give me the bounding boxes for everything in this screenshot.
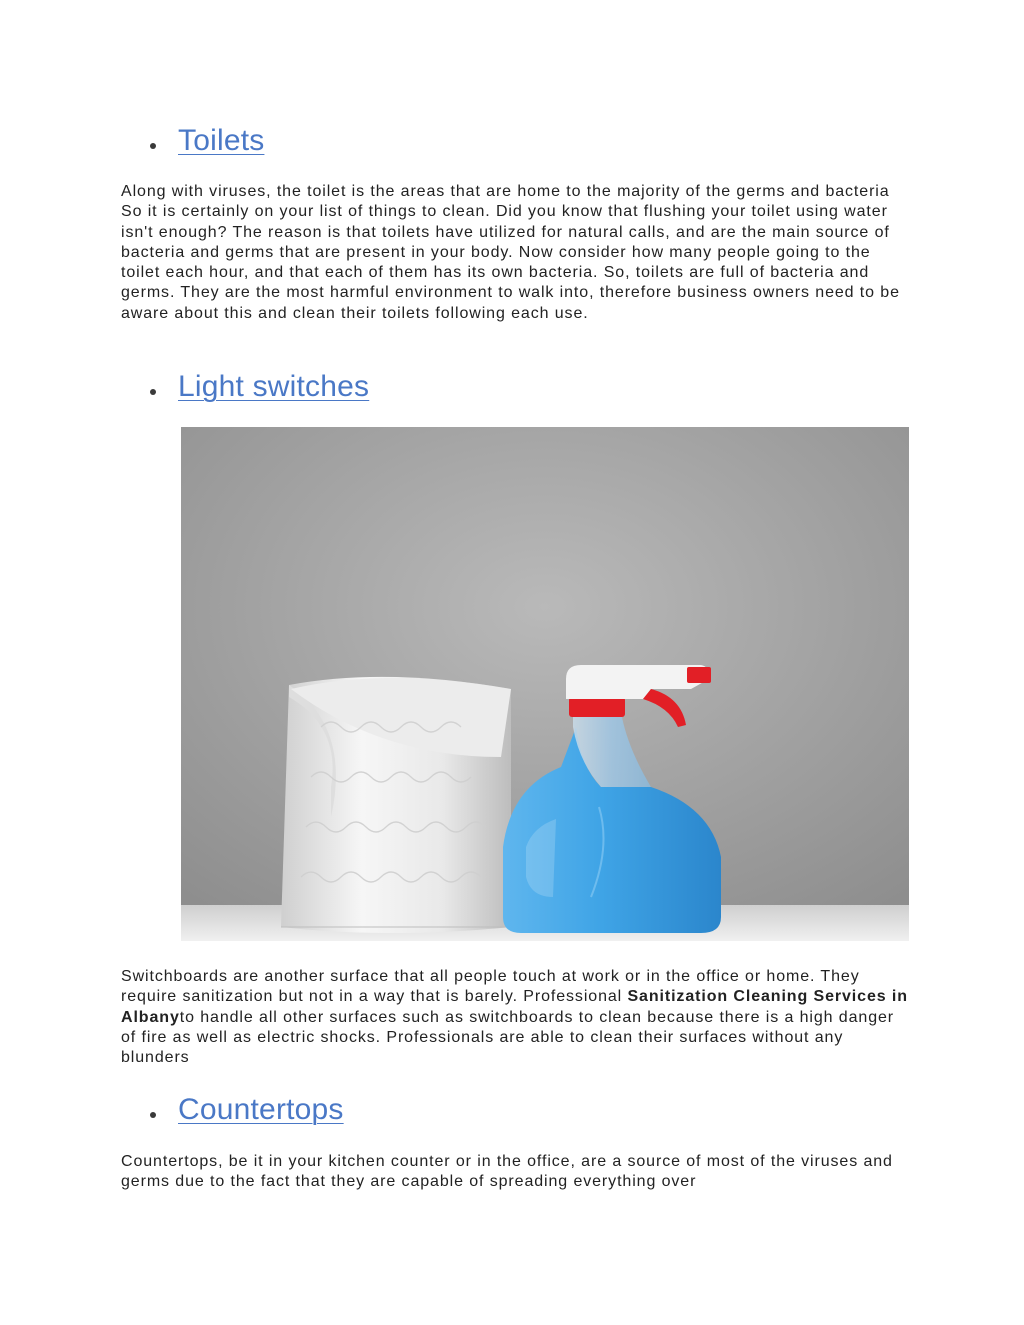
section-heading-toilets [150,123,264,159]
paragraph-light-switches-lead: Switchboards are another surface that all people touch at work or in the office or home. They require sanitization but not in a way that is barely. Professional [121,968,860,1006]
heading-light-switches: Light switches [178,370,370,403]
paragraph-countertops: Countertops, be it in your kitchen counter or in the office, are a source of most of the viruses and germs due to the fact that they are capable of spreading everything over [121,1153,893,1191]
section-heading-countertops [150,1092,344,1128]
heading-countertops: Countertops [178,1093,344,1126]
bullet-icon [150,389,156,395]
heading-toilets: Toilets [178,124,265,157]
paragraph-toilets: Along with viruses, the toilet is the areas that are home to the majority of the germs and bacteria So it is certainly on your list of things to clean. Did you know that flushing your toilet using water isn't enough? The reason is that toilets have utilized for natural calls, and are the main source of bacteria and germs that are present in your body. Now consider how many people going to the toilet each hour, and that each of them has its own bacteria. So, toilets are full of bacteria and germs. They are the most harmful environment to walk into, therefore business owners need to be aware about this and clean their toilets following each use. [121,183,900,322]
bullet-icon [150,143,156,149]
cleaning-supplies-photo [181,427,909,941]
sanitization-services-keyword: Sanitization Cleaning Services in Albany [121,988,908,1026]
paper-towel-roll [281,677,511,933]
section-heading-light-switches [150,369,369,405]
paragraph-light-switches-tail: to handle all other surfaces such as switchboards to clean because there is a high danger of fire as well as electric shocks. Professionals are able to clean their surfaces without any blunders [121,1008,895,1067]
paragraph-light-switches [121,967,911,1068]
bullet-icon [150,1112,156,1118]
